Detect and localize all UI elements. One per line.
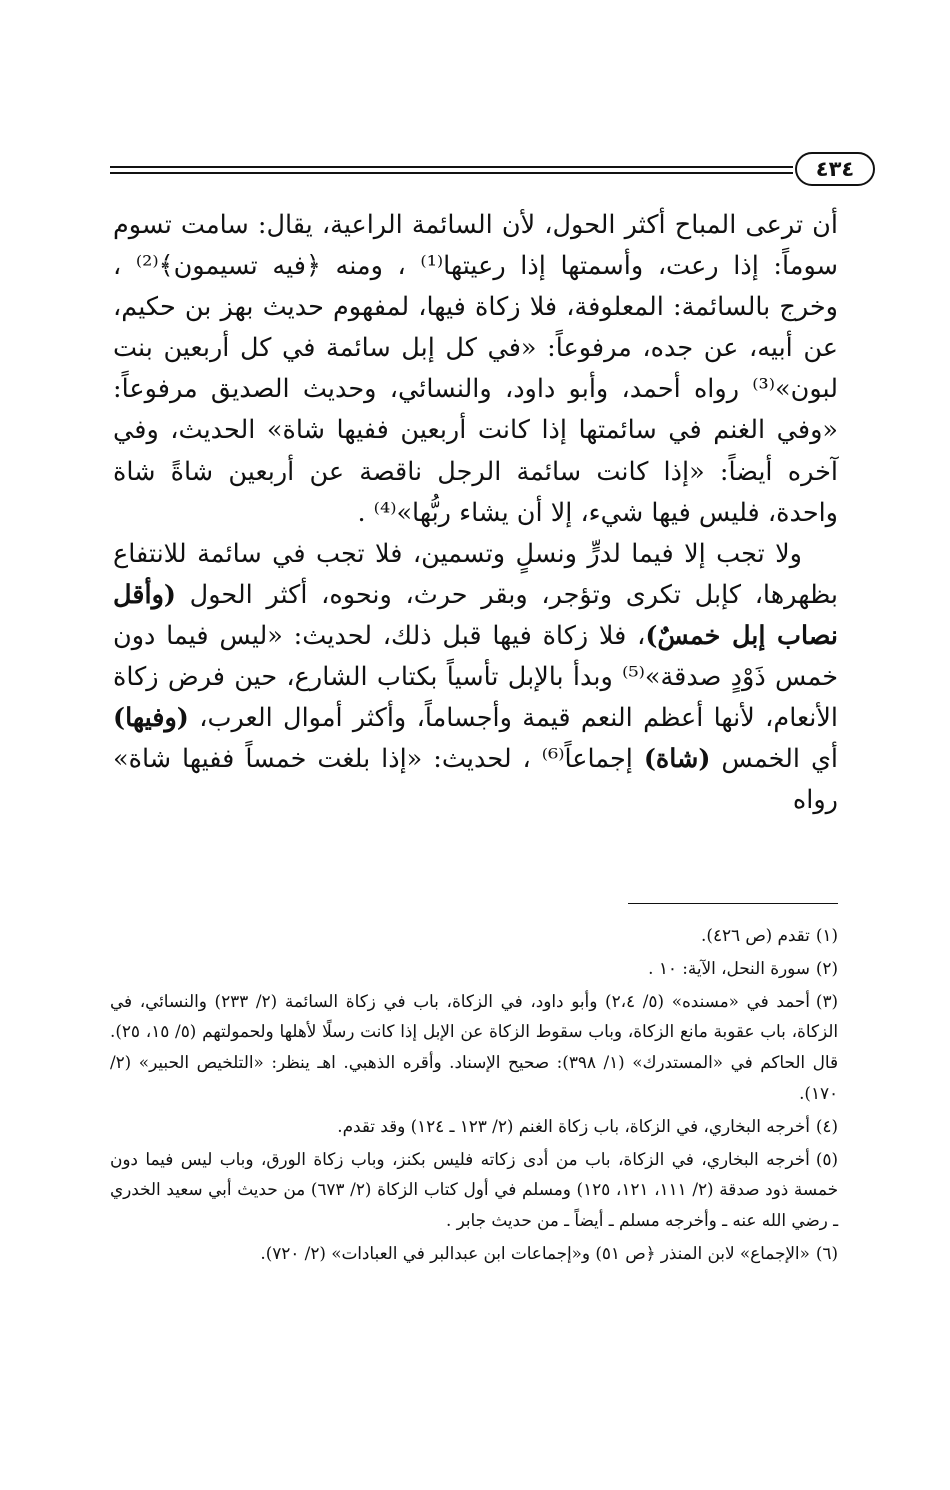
footnote-number: (٣) [815,990,839,1011]
bold-phrase-nisab: (وأقل نصاب إبل خمسٌ) [113,579,838,651]
paragraph-1: أن ترعى المباح أكثر الحول، لأن السائمة الراعية، يقال: سامت تسوم سوماً: إذا رعت، وأسمتها إذا رعيتها⁽¹⁾ ، ومنه ﴿فيه تسيمون﴾⁽²⁾ ، وخرج بالسائمة: المعلوفة، فلا زكاة فيها، لمفهوم حديث بهز بن حكيم، عن أبيه، عن جده، مرفوعاً: «في كل إبل سائمة في كل أربعين بنت لبون»⁽³⁾ رواه أحمد، وأبو داود، والنسائي، وحديث الصديق مرفوعاً: «وفي الغنم في سائمتها إذا كانت أربعين ففيها شاة» الحديث، وفي آخره أيضاً: «إذا كانت سائمة الرجل ناقصة عن أربعين شاةً شاة واحدة، فليس فيها شيء، إلا أن يشاء ربُّها»⁽⁴⁾ . [113,210,838,528]
footnote [110,1238,838,1269]
footnote-text: تقدم (ص ٤٢٦). [701,925,810,945]
paragraph-2-part-1: ولا تجب إلا فيما لدرٍّ ونسلٍ وتسمين، فلا تجب في سائمة للانتفاع بظهرها، كإبل تكرى وتؤجر، وبقر حرث، ونحوه، أكثر الحول [113,538,838,610]
footnote-number: (٢) [815,957,838,978]
paragraph-2-part-2: ، فلا زكاة فيها قبل ذلك، لحديث: «ليس فيما دون خمس ذَوْدٍ صدقة»⁽⁵⁾ وبدأ بالإبل تأسياً بكتاب الشارع، حين فرض زكاة الأنعام، لأنها أعظم النعم قيمة وأجساماً، وأكثر أموال العرب، [113,620,838,734]
bold-phrase-wafiha: (وفيها) [113,703,189,734]
footnote [110,953,838,984]
bold-phrase-shah: (شاة) [643,744,711,775]
footnotes [110,920,838,1271]
footnote-separator [628,903,838,904]
header-rule-top [110,166,793,168]
page-number: ٤٣٤ [795,152,875,186]
page-header [110,152,875,192]
footnote [110,1144,838,1236]
footnote-number: (٤) [815,1115,838,1136]
footnote-number: (١) [815,925,838,945]
paragraph-2-part-3: أي الخمس [710,744,839,775]
footnote [110,986,838,1109]
footnote-text: أحمد في «مسنده» (٥/ ٢،٤) وأبو داود، في الزكاة، باب في زكاة السائمة (٢/ ٢٣٣) والنسائي، في الزكاة، باب عقوبة مانع الزكاة، وباب سقوط الزكاة عن الإبل إذا كانت رسلًا لأهلها ولحمولتهم (٥/ ١٥، ٢٥). قال الحاكم في «المستدرك» (١/ ٣٩٨): صحيح الإسناد. وأقره الذهبي. اهـ ينظر: «التلخيص الحبير» (٢/ ١٧٠). [110,990,839,1103]
footnote [110,920,838,951]
footnote-text: «الإجماع» لابن المنذر ﴿ص ٥١) و«إجماعات ابن عبدالبر في العبادات» (٢/ ٧٢٠). [260,1242,810,1263]
paragraph-2-part-4: إجماعاً⁽⁶⁾ ، لحديث: «إذا بلغت خمساً ففيها شاة» رواه [113,744,838,816]
header-rule-bottom [110,172,793,174]
paragraph-2 [113,534,838,822]
footnote-number: (٥) [815,1148,838,1169]
footnote-text: سورة النحل، الآية: ١٠ . [648,957,810,978]
footnote-number: (٦) [815,1242,838,1263]
footnote [110,1111,838,1142]
main-text [113,205,838,821]
footnote-text: أخرجه البخاري، في الزكاة، باب زكاة الغنم (٢/ ١٢٣ ـ ١٢٤) وقد تقدم. [337,1115,810,1136]
footnote-text: أخرجه البخاري، في الزكاة، باب من أدى زكاته فليس بكنز، وباب زكاة الورق، وباب ليس فيما دون خمسة ذود صدقة (٢/ ١١١، ١٢١، ١٢٥) ومسلم في أول كتاب الزكاة (٢/ ٦٧٣) من حديث أبي سعيد الخدري ـ رضي الله عنه ـ وأخرجه مسلم ـ أيضاً ـ من حديث جابر . [110,1148,838,1231]
